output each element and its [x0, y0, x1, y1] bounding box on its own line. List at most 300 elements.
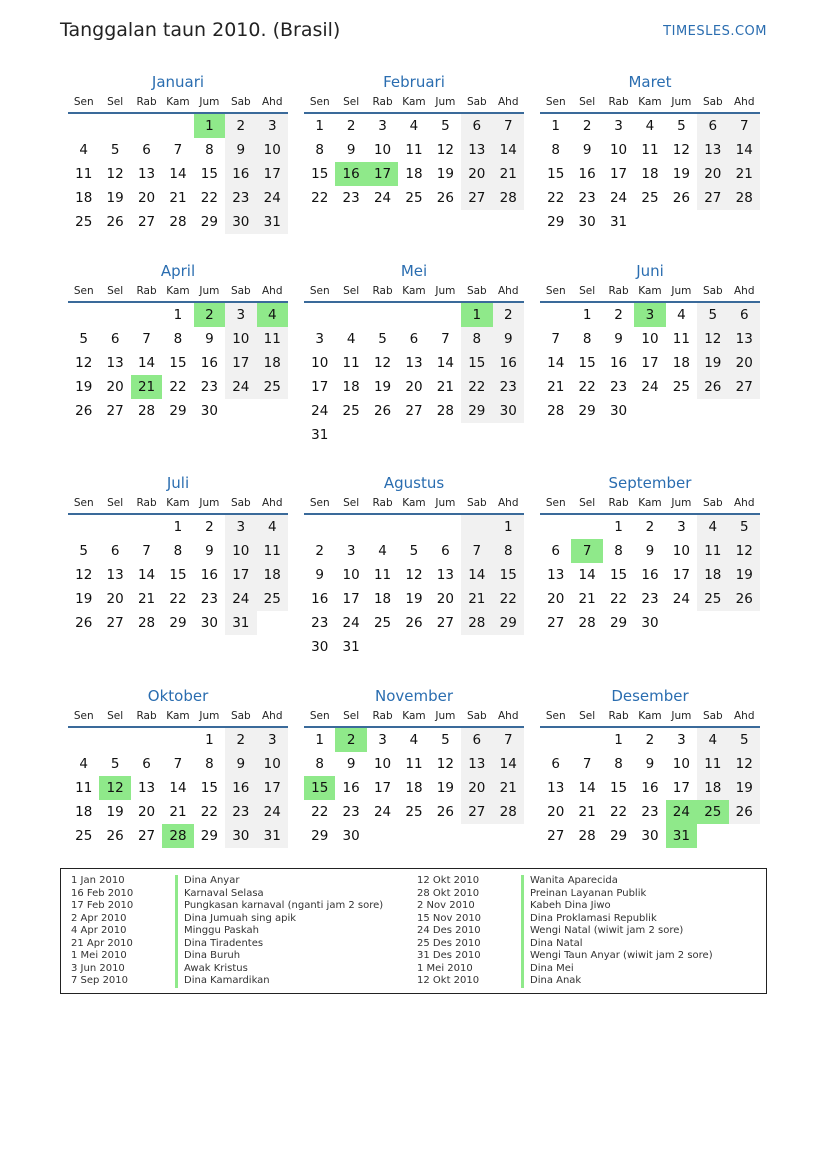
day-cell: 31	[225, 611, 256, 635]
day-cell: 9	[645, 543, 655, 559]
day-cell: 30	[225, 210, 256, 234]
weekday-label: Sen	[309, 96, 330, 108]
day-cell: 11	[697, 539, 728, 563]
weekday-label: Kam	[638, 96, 662, 108]
day-cell: 23	[578, 190, 596, 206]
day-cell: 30	[200, 615, 218, 631]
day-cell: 21	[493, 162, 524, 186]
month-november	[302, 686, 526, 848]
day-cell: 11	[342, 355, 360, 371]
day-cell: 10	[225, 327, 256, 351]
day-cell: 13	[461, 138, 492, 162]
day-cell: 30	[342, 828, 360, 844]
day-cell: 27	[106, 615, 124, 631]
day-cell: 28	[137, 403, 156, 419]
holiday-day: 2	[194, 303, 225, 327]
day-cell: 3	[315, 331, 324, 347]
day-cell: 25	[405, 190, 423, 206]
empty-day	[634, 399, 665, 423]
day-cell: 11	[405, 756, 423, 772]
month-agustus	[302, 473, 526, 659]
day-cell: 9	[614, 331, 623, 347]
day-cell: 3	[225, 303, 256, 327]
day-cell: 29	[200, 828, 218, 844]
day-cell: 22	[578, 379, 596, 395]
day-cell: 11	[257, 327, 288, 351]
empty-day	[367, 423, 398, 447]
weekday-label: Sel	[107, 710, 124, 722]
day-cell: 5	[677, 118, 686, 134]
week-row	[540, 327, 760, 351]
day-cell: 5	[409, 543, 419, 559]
week-row	[68, 752, 288, 776]
day-cell: 12	[697, 327, 728, 351]
week-row	[540, 800, 760, 824]
weekday-label: Rab	[372, 96, 393, 108]
day-cell: 22	[493, 587, 524, 611]
day-cell: 9	[645, 756, 655, 772]
day-cell: 4	[677, 307, 686, 323]
legend-row	[71, 975, 411, 988]
empty-day	[99, 728, 130, 752]
page-title: Tanggalan taun 2010. (Brasil)	[60, 19, 341, 41]
week-row	[68, 728, 288, 752]
holiday-name: Dina Kamardikan	[175, 975, 270, 988]
empty-day	[335, 423, 366, 447]
empty-day	[540, 303, 571, 327]
day-cell: 16	[342, 780, 360, 796]
empty-day	[68, 515, 99, 539]
week-row	[304, 728, 524, 752]
holiday-legend	[60, 868, 767, 994]
day-cell: 13	[405, 355, 423, 371]
empty-day	[99, 303, 130, 327]
legend-row	[71, 913, 411, 926]
day-cell: 3	[614, 118, 623, 134]
weekday-label: Jum	[435, 497, 456, 509]
holiday-name: Dina Buruh	[175, 950, 240, 963]
weekday-label: Jum	[671, 710, 692, 722]
weekday-label: Sab	[702, 710, 723, 722]
day-cell: 22	[169, 591, 187, 607]
week-row	[68, 611, 288, 635]
day-cell: 15	[461, 351, 492, 375]
weekday-label: Jum	[671, 285, 692, 297]
weekday-label: Sel	[343, 497, 360, 509]
day-cell: 5	[378, 331, 387, 347]
day-cell: 12	[106, 166, 124, 182]
empty-day	[729, 210, 760, 234]
day-cell: 17	[641, 355, 659, 371]
day-cell: 18	[641, 166, 659, 182]
day-cell: 6	[110, 543, 120, 559]
weekday-label: Ahd	[733, 497, 755, 509]
day-cell: 12	[75, 355, 93, 371]
day-cell: 20	[729, 351, 760, 375]
day-cell: 10	[609, 142, 628, 158]
day-cell: 30	[311, 639, 329, 655]
month-name: November	[374, 687, 454, 705]
legend-column-left	[71, 875, 411, 988]
day-cell: 22	[609, 804, 628, 820]
day-cell: 3	[677, 732, 686, 748]
day-cell: 6	[551, 543, 560, 559]
day-cell: 17	[257, 162, 288, 186]
day-cell: 7	[582, 756, 592, 772]
week-row	[304, 611, 524, 635]
day-cell: 16	[641, 567, 659, 583]
day-cell: 20	[697, 162, 728, 186]
empty-day	[398, 515, 429, 539]
day-cell: 26	[729, 800, 760, 824]
month-september	[538, 473, 762, 635]
empty-day	[430, 423, 461, 447]
day-cell: 1	[493, 515, 524, 539]
day-cell: 22	[609, 591, 628, 607]
day-cell: 10	[373, 756, 392, 772]
day-cell: 17	[311, 379, 329, 395]
week-row	[304, 423, 524, 447]
weekday-label: Sel	[579, 497, 596, 509]
day-cell: 18	[697, 776, 728, 800]
empty-day	[398, 423, 429, 447]
day-cell: 27	[461, 186, 492, 210]
holiday-date: 16 Feb 2010	[71, 887, 134, 899]
week-row	[304, 351, 524, 375]
day-cell: 27	[461, 800, 492, 824]
empty-day	[729, 824, 760, 848]
legend-row	[417, 888, 757, 901]
day-cell: 8	[493, 539, 524, 563]
day-cell: 14	[436, 355, 454, 371]
week-row	[540, 824, 760, 848]
day-cell: 25	[342, 403, 360, 419]
day-cell: 26	[729, 587, 760, 611]
weekday-header	[304, 493, 524, 515]
weekday-label: Jum	[671, 497, 692, 509]
empty-day	[304, 515, 335, 539]
day-cell: 21	[547, 379, 565, 395]
day-cell: 14	[169, 780, 187, 796]
day-cell: 6	[551, 756, 560, 772]
day-cell: 10	[257, 138, 288, 162]
day-cell: 20	[405, 379, 423, 395]
day-cell: 29	[169, 403, 187, 419]
empty-day	[461, 515, 492, 539]
holiday-name: Minggu Paskah	[175, 925, 259, 938]
empty-day	[540, 515, 571, 539]
day-cell: 6	[110, 331, 120, 347]
weekday-label: Sab	[230, 96, 251, 108]
weekday-label: Rab	[372, 710, 393, 722]
day-cell: 18	[257, 351, 288, 375]
day-cell: 10	[342, 567, 360, 583]
weekday-label: Sel	[107, 96, 124, 108]
day-cell: 23	[342, 804, 360, 820]
holiday-date: 3 Jun 2010	[71, 962, 125, 974]
week-row	[68, 539, 288, 563]
day-cell: 11	[75, 166, 93, 182]
day-cell: 14	[137, 355, 156, 371]
day-cell: 1	[551, 118, 560, 134]
day-cell: 10	[225, 539, 256, 563]
day-cell: 27	[436, 615, 454, 631]
day-cell: 25	[75, 214, 93, 230]
weekday-label: Sel	[343, 710, 360, 722]
week-row	[540, 515, 760, 539]
day-cell: 15	[169, 567, 187, 583]
weekday-label: Sen	[73, 285, 94, 297]
day-cell: 10	[672, 543, 690, 559]
day-cell: 9	[582, 142, 592, 158]
day-cell: 1	[173, 307, 183, 323]
month-april	[66, 261, 290, 423]
day-cell: 14	[578, 567, 596, 583]
day-cell: 18	[75, 190, 93, 206]
day-cell: 3	[346, 543, 356, 559]
day-cell: 20	[461, 162, 492, 186]
day-cell: 21	[493, 776, 524, 800]
day-cell: 22	[169, 379, 187, 395]
weekday-header	[68, 92, 288, 114]
day-cell: 4	[79, 756, 88, 772]
day-cell: 28	[493, 800, 524, 824]
day-cell: 7	[173, 756, 183, 772]
day-cell: 2	[614, 307, 623, 323]
week-row	[304, 186, 524, 210]
day-cell: 24	[373, 190, 392, 206]
day-cell: 23	[641, 804, 659, 820]
day-cell: 26	[106, 828, 124, 844]
holiday-day: 24	[666, 800, 697, 824]
week-row	[304, 776, 524, 800]
day-cell: 9	[315, 567, 324, 583]
weekday-label: Rab	[136, 285, 157, 297]
holiday-name: Kabeh Dina Jiwo	[521, 900, 611, 913]
week-row	[68, 399, 288, 423]
day-cell: 24	[609, 190, 628, 206]
day-cell: 16	[641, 780, 659, 796]
day-cell: 8	[315, 142, 324, 158]
day-cell: 6	[729, 303, 760, 327]
weekday-label: Sen	[545, 497, 566, 509]
day-cell: 15	[609, 567, 628, 583]
day-cell: 21	[137, 591, 156, 607]
holiday-date: 31 Des 2010	[417, 950, 481, 961]
empty-day	[99, 515, 130, 539]
empty-day	[729, 611, 760, 635]
day-cell: 22	[547, 190, 565, 206]
week-row	[540, 138, 760, 162]
day-cell: 5	[441, 118, 450, 134]
day-cell: 4	[409, 732, 419, 748]
weekday-label: Sel	[343, 285, 360, 297]
holiday-date: 2 Apr 2010	[71, 912, 127, 924]
day-cell: 16	[200, 355, 218, 371]
day-cell: 16	[311, 591, 329, 607]
week-row	[68, 563, 288, 587]
day-cell: 30	[641, 615, 659, 631]
empty-day	[162, 728, 193, 752]
empty-day	[335, 303, 366, 327]
holiday-name: Wengi Natal (wiwit jam 2 sore)	[521, 925, 683, 938]
week-row	[540, 563, 760, 587]
day-cell: 2	[315, 543, 324, 559]
weekday-header	[540, 92, 760, 114]
day-cell: 5	[729, 728, 760, 752]
day-cell: 3	[378, 732, 387, 748]
day-cell: 15	[493, 563, 524, 587]
day-cell: 30	[225, 824, 256, 848]
week-row	[68, 824, 288, 848]
day-cell: 2	[582, 118, 592, 134]
week-row	[68, 114, 288, 138]
weekday-label: Rab	[136, 497, 157, 509]
day-cell: 27	[547, 828, 565, 844]
weekday-header	[304, 281, 524, 303]
holiday-date: 12 Okt 2010	[417, 975, 480, 986]
month-juni	[538, 261, 762, 423]
weekday-label: Kam	[166, 710, 190, 722]
day-cell: 6	[409, 331, 419, 347]
month-name: Januari	[151, 73, 205, 91]
day-cell: 20	[461, 776, 492, 800]
day-cell: 23	[200, 591, 218, 607]
weekday-label: Ahd	[261, 96, 283, 108]
day-cell: 5	[110, 756, 120, 772]
day-cell: 24	[311, 403, 329, 419]
day-cell: 23	[609, 379, 628, 395]
week-row	[304, 303, 524, 327]
week-row	[540, 539, 760, 563]
day-cell: 12	[436, 142, 454, 158]
day-cell: 14	[169, 166, 187, 182]
week-row	[304, 515, 524, 539]
weekday-label: Rab	[136, 710, 157, 722]
empty-day	[367, 635, 398, 659]
weekday-label: Kam	[402, 497, 426, 509]
day-cell: 23	[641, 591, 659, 607]
day-cell: 1	[614, 519, 623, 535]
day-cell: 1	[173, 519, 183, 535]
weekday-label: Jum	[435, 285, 456, 297]
holiday-day: 1	[461, 303, 492, 327]
day-cell: 4	[697, 515, 728, 539]
empty-day	[729, 399, 760, 423]
weekday-label: Sab	[230, 285, 251, 297]
day-cell: 11	[697, 752, 728, 776]
weekday-label: Ahd	[733, 285, 755, 297]
weekday-label: Sab	[702, 285, 723, 297]
empty-day	[493, 423, 524, 447]
day-cell: 21	[169, 190, 187, 206]
month-oktober	[66, 686, 290, 848]
day-cell: 13	[547, 780, 565, 796]
week-row	[68, 162, 288, 186]
holiday-day: 21	[131, 375, 162, 399]
day-cell: 21	[461, 587, 492, 611]
day-cell: 19	[729, 776, 760, 800]
day-cell: 29	[461, 399, 492, 423]
day-cell: 5	[110, 142, 120, 158]
day-cell: 27	[405, 403, 423, 419]
weekday-label: Jum	[435, 96, 456, 108]
holiday-name: Dina Natal	[521, 938, 583, 951]
day-cell: 19	[373, 379, 392, 395]
weekday-header	[68, 281, 288, 303]
day-cell: 23	[342, 190, 360, 206]
weekday-label: Kam	[402, 96, 426, 108]
day-cell: 18	[75, 804, 93, 820]
legend-row	[417, 875, 757, 888]
day-cell: 28	[578, 615, 596, 631]
week-row	[540, 351, 760, 375]
site-link[interactable]: TIMESLES.COM	[663, 24, 767, 39]
holiday-day: 28	[162, 824, 193, 848]
day-cell: 20	[547, 804, 565, 820]
day-cell: 8	[551, 142, 560, 158]
day-cell: 13	[137, 780, 156, 796]
holiday-name: Dina Anak	[521, 975, 581, 988]
day-cell: 10	[257, 752, 288, 776]
day-cell: 23	[225, 800, 256, 824]
weekday-label: Ahd	[497, 285, 519, 297]
empty-day	[304, 303, 335, 327]
week-row	[540, 587, 760, 611]
weekday-label: Sab	[466, 285, 487, 297]
legend-row	[417, 963, 757, 976]
weekday-label: Ahd	[261, 497, 283, 509]
day-cell: 12	[373, 355, 392, 371]
day-cell: 25	[257, 587, 288, 611]
day-cell: 17	[257, 776, 288, 800]
week-row	[304, 138, 524, 162]
day-cell: 26	[405, 615, 423, 631]
day-cell: 2	[493, 303, 524, 327]
weekday-label: Sab	[466, 96, 487, 108]
legend-row	[417, 975, 757, 988]
day-cell: 22	[200, 190, 218, 206]
day-cell: 8	[173, 543, 183, 559]
month-name: Februari	[383, 73, 445, 91]
empty-day	[571, 728, 602, 752]
day-cell: 1	[614, 732, 623, 748]
holiday-day: 2	[335, 728, 366, 752]
empty-day	[99, 114, 130, 138]
weekday-label: Rab	[372, 497, 393, 509]
day-cell: 19	[106, 190, 124, 206]
week-row	[540, 210, 760, 234]
holiday-date: 4 Apr 2010	[71, 925, 127, 936]
week-row	[304, 162, 524, 186]
holiday-date: 28 Okt 2010	[417, 887, 480, 899]
day-cell: 25	[257, 375, 288, 399]
day-cell: 15	[169, 355, 187, 371]
day-cell: 12	[405, 567, 423, 583]
day-cell: 15	[311, 166, 329, 182]
holiday-name: Preinan Layanan Publik	[521, 888, 646, 901]
day-cell: 30	[493, 399, 524, 423]
month-name: Oktober	[147, 687, 209, 705]
day-cell: 25	[672, 379, 690, 395]
week-row	[68, 351, 288, 375]
legend-column-right	[417, 875, 757, 988]
week-row	[304, 587, 524, 611]
day-cell: 17	[225, 563, 256, 587]
empty-day	[634, 210, 665, 234]
day-cell: 13	[106, 567, 124, 583]
day-cell: 19	[106, 804, 124, 820]
